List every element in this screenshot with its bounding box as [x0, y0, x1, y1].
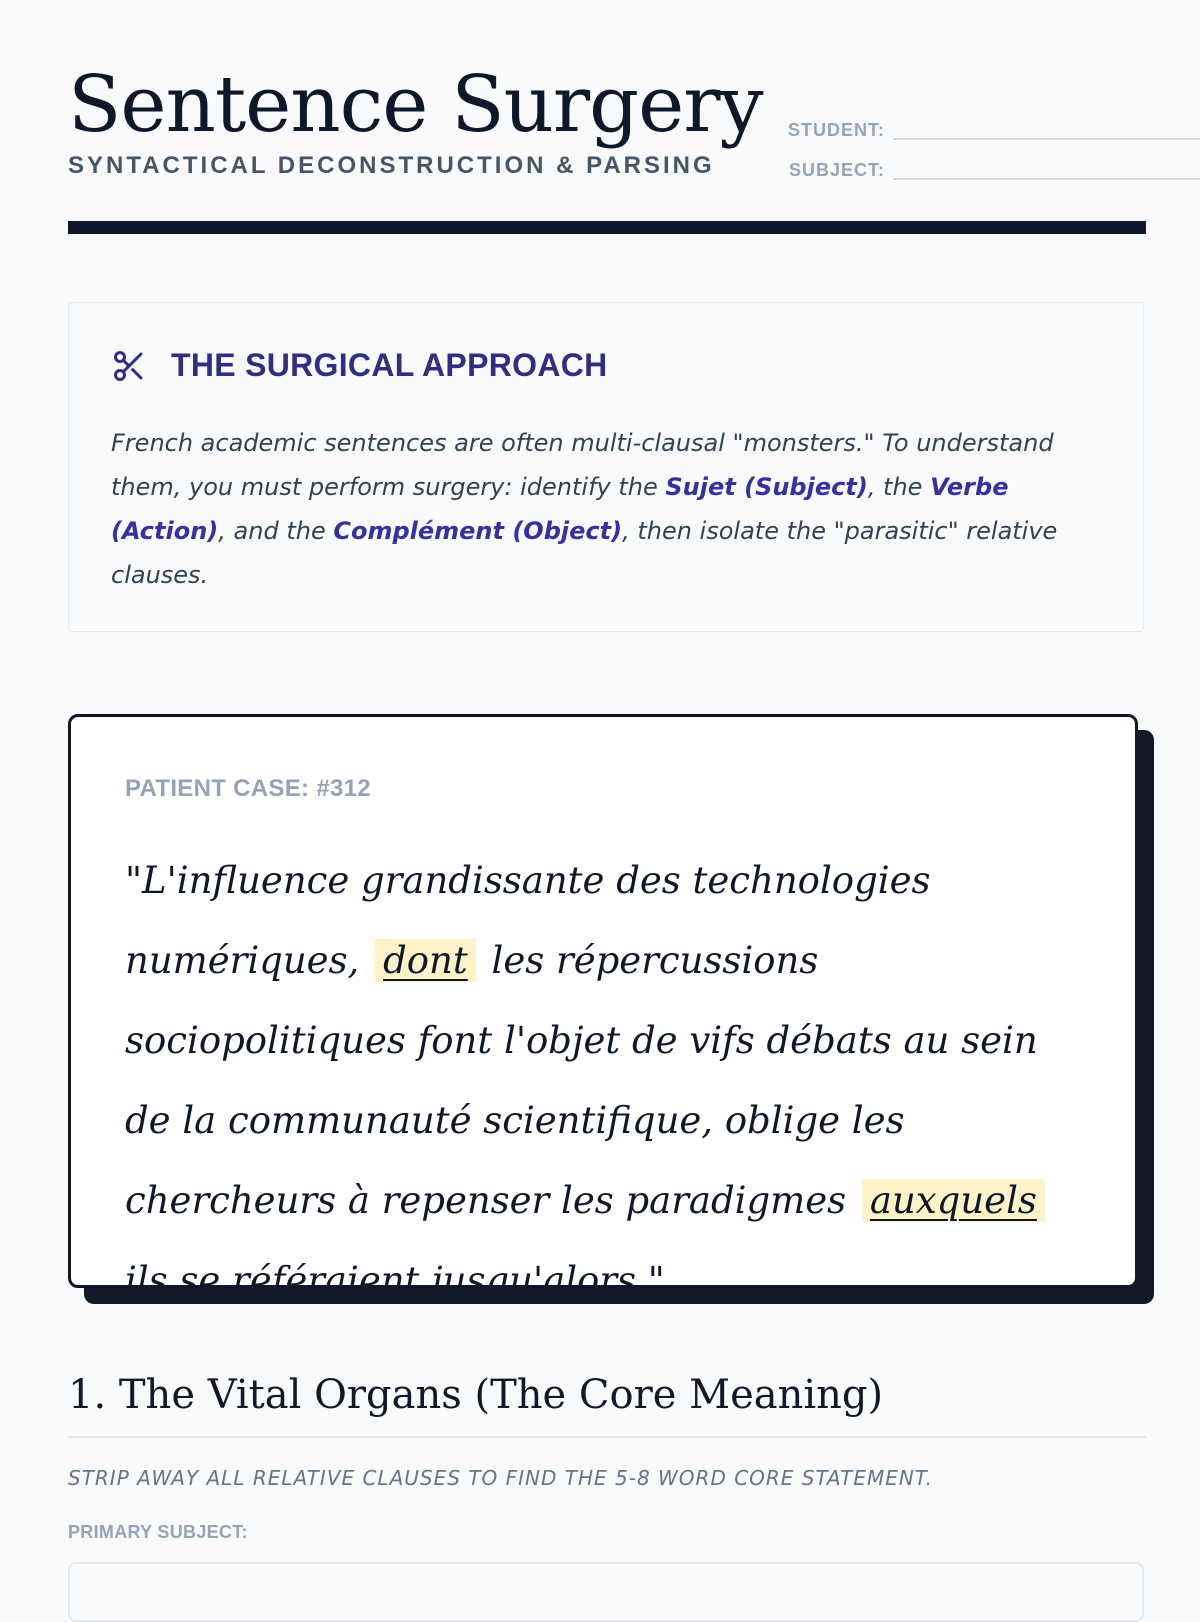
student-row	[708, 108, 1200, 148]
approach-panel	[68, 302, 1144, 632]
subject-field[interactable]	[893, 178, 1200, 180]
sentence-part-2: les répercussions sociopolitiques font l'objet de vifs débats au sein de la communauté scientifique, oblige les chercheurs à repenser les paradigmes	[125, 939, 1038, 1222]
section-instruction: STRIP AWAY ALL RELATIVE CLAUSES TO FIND THE 5-8 WORD CORE STATEMENT.	[68, 1466, 934, 1490]
page-subtitle: SYNTACTICAL DECONSTRUCTION & PARSING	[68, 152, 715, 179]
header-divider	[68, 221, 1146, 234]
subject-row	[708, 148, 1200, 188]
term-subject: Sujet (Subject)	[665, 473, 868, 501]
approach-text-3: , and the	[218, 517, 334, 545]
approach-text-1: French academic sentences are often multi-clausal "monsters." To understand them, you must perform surgery: identify the	[111, 429, 1054, 501]
approach-text-4: , then isolate the "parasitic" relative clauses.	[111, 517, 1058, 589]
scissors-icon	[111, 348, 147, 384]
approach-header	[111, 347, 608, 384]
student-field[interactable]	[893, 138, 1200, 140]
relative-pronoun-dont[interactable]: dont	[375, 939, 476, 982]
patient-case-card	[68, 714, 1138, 1302]
approach-text-2: , the	[867, 473, 931, 501]
section-heading: 1. The Vital Organs (The Core Meaning)	[68, 1372, 884, 1418]
sentence-part-3: ils se référaient jusqu'alors."	[125, 1259, 665, 1302]
term-object: Complément (Object)	[333, 517, 623, 545]
page-title: Sentence Surgery	[68, 60, 763, 150]
approach-title: THE SURGICAL APPROACH	[171, 347, 608, 383]
page-header	[68, 58, 1146, 178]
subject-label: SUBJECT:	[788, 160, 885, 180]
section-divider	[68, 1436, 1146, 1438]
case-sentence	[125, 841, 1085, 1321]
case-label: PATIENT CASE: #312	[125, 775, 371, 802]
sentence-part-1: "L'influence grandissante des technologies numériques,	[125, 859, 931, 982]
student-label: STUDENT:	[788, 120, 885, 140]
primary-subject-input[interactable]	[68, 1562, 1144, 1622]
student-meta	[708, 108, 1200, 188]
primary-subject-label: PRIMARY SUBJECT:	[68, 1522, 248, 1542]
approach-description	[111, 421, 1111, 597]
relative-pronoun-auxquels[interactable]: auxquels	[862, 1179, 1045, 1222]
term-verb: Verbe (Action)	[111, 473, 1009, 545]
